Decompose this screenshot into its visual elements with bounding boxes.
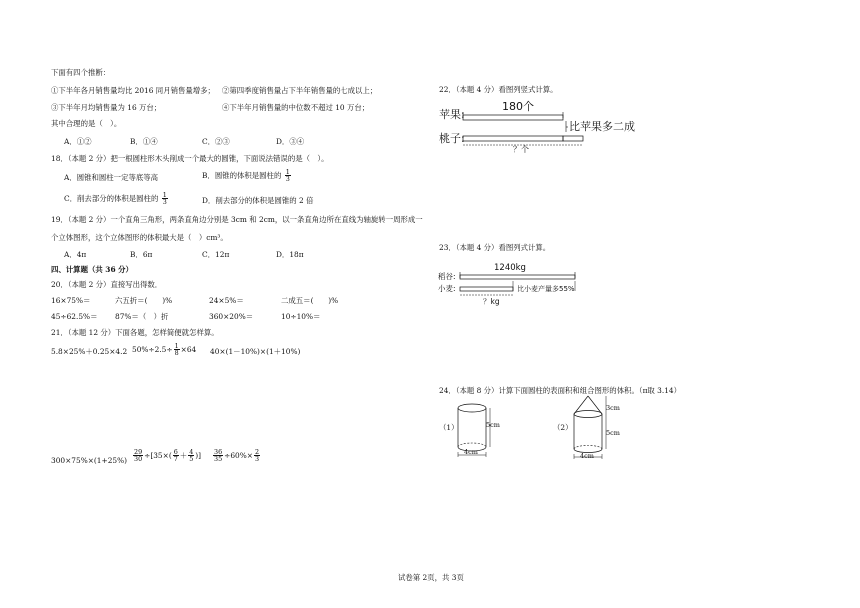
statement-2: ②第四季度销售量占下半年销售量的七成以上； [222,86,378,95]
q24-fig1-height: 5cm [486,421,500,429]
expr-part: ÷[35×( [144,450,172,460]
q21-stem: 21．（本题 12 分）下面各题，怎样简便就怎样算。 [51,328,219,337]
fraction-numerator: 1 [285,168,290,176]
q19-line-1: 19．（本题 2 分）一个直角三角形，两条直角边分别是 3cm 和 2cm，以一条直角边所在直线为轴旋转一周形成一 [51,215,423,224]
q24-cylinder-figure [452,402,522,462]
q23-wheat-label: 小麦: [438,284,456,293]
fraction-numerator: 4 [189,448,194,456]
q21-expression-4: 300×75%×(1+25%) [51,456,128,465]
q20-item: 16×75%＝ [51,296,91,305]
q19-option-b: B．6π [130,250,153,259]
expr-fraction [213,449,223,463]
expr-fraction [174,343,180,357]
fraction-denominator: 3 [254,455,260,464]
q22-apple-value: 180个 [502,100,534,113]
fraction-denominator: 3 [162,198,167,207]
statement-1: ①下半年各月销售量均比 2016 同月销售量增多； [51,86,215,95]
intro-text: 下面有四个推断： [51,68,111,77]
expr-fraction [173,449,179,463]
q17-option-a: A．①② [64,137,92,146]
fraction-denominator: 7 [173,455,178,464]
fraction-denominator: 30 [134,455,143,464]
q20-item: 24×5%＝ [209,296,244,305]
q22-apple-label: 苹果: [439,108,465,121]
section-4-heading: 四、计算题（共 36 分） [51,265,133,274]
question-reasonable: 其中合理的是（ ）。 [51,119,122,128]
q24-fig2-cyl-height: 5cm [606,429,620,437]
q24-stem: 24．（本题 8 分）计算下面圆柱的表面积和组合图形的体积。（π取 3.14） [439,386,682,395]
expr-part: 50%÷2.5÷ [132,344,173,354]
q17-option-d: D．③④ [276,137,305,146]
q19-option-d: D．18π [276,250,304,259]
q23-note: 比小麦产量多55% [517,285,575,293]
q18-option-b [202,169,292,183]
q24-figure-2-label: （2） [553,423,573,432]
q18-stem: 18．（本题 2 分）把一根圆柱形木头削成一个最大的圆锥，下面说法错误的是（ ）。 [51,154,329,163]
q20-item: 45÷62.5%＝ [51,312,98,321]
q22-unknown: ？个 [513,145,529,154]
fraction-denominator: 3 [285,175,290,184]
expr-part: ＋ [179,450,188,460]
fraction-denominator: 35 [214,455,223,464]
q20-stem: 20．（本题 2 分）直接写出得数． [51,280,163,289]
q20-item: 二成五＝( )% [281,296,339,305]
q22-peach-label: 桃子: [439,132,465,145]
q18-option-c-fraction [162,192,168,206]
fraction-denominator: 8 [174,349,179,358]
q23-unknown: ？kg [483,297,500,306]
q24-composite-figure [568,394,638,464]
fraction-denominator: 5 [189,455,194,464]
q21-expression-5 [132,449,201,463]
statement-4: ④下半年月销售量的中位数不超过 10 万台； [222,103,370,112]
q21-expression-3: 40×(1－10%)×(1＋10%) [210,347,301,356]
q18-option-c-text: C．削去部分的体积是圆柱的 [64,193,159,203]
q22-stem: 22．（本题 4 分）看图列竖式计算。 [439,85,558,94]
fraction-numerator: 36 [214,448,223,456]
q18-option-b-text: B．圆锥的体积是圆柱的 [202,170,282,180]
q24-fig1-width: 4cm [464,448,478,456]
q24-figure-1-label: （1） [439,423,459,432]
q17-option-b: B．①④ [130,137,158,146]
q20-item: 360×20%＝ [209,312,254,321]
q18-option-b-fraction [285,169,291,183]
statement-3: ③下半年月均销售量为 16 万台； [51,103,162,112]
fraction-numerator: 29 [134,448,143,456]
peach-bar-extra [563,136,583,141]
q23-rice-label: 稻谷: [438,272,456,281]
q20-item: 87%＝（ ）折 [115,312,169,321]
expr-part: )] [195,450,202,460]
q21-expression-6 [212,449,261,463]
expr-fraction [188,449,194,463]
fraction-numerator: 2 [254,448,260,456]
q19-line-2: 个立体图形，这个立体图形的体积最大是（ ）cm³。 [51,233,228,242]
q21-expression-2 [132,343,196,357]
q19-option-c: C．12π [202,250,230,259]
wheat-bar [460,287,513,291]
q23-stem: 23．（本题 4 分）看图列式计算。 [439,243,551,252]
q17-option-c: C．②③ [202,137,230,146]
q18-option-c [64,192,169,206]
q18-option-d: D．削去部分的体积是圆锥的 2 倍 [202,196,314,205]
q23-rice-value: 1240kg [494,263,526,273]
page-footer: 试卷第 2页，共 3页 [398,573,464,582]
q18-option-a: A．圆锥和圆柱一定等底等高 [64,173,159,182]
q22-note: 比苹果多二成 [569,120,635,133]
q20-item: 六五折＝( )% [115,296,173,305]
expr-part: ÷60%× [224,450,253,460]
expr-fraction [254,449,260,463]
fraction-numerator: 1 [162,191,167,199]
q24-fig2-width: 4cm [580,452,594,460]
peach-bar-base [463,136,563,141]
q19-option-a: A．4π [64,250,87,259]
expr-fraction [133,449,143,463]
expr-part: ×64 [180,344,197,354]
q24-fig2-cone-height: 3cm [606,404,620,412]
q20-item: 10÷10%＝ [281,312,321,321]
q21-expression-1: 5.8×25%＋0.25×4.2 [51,347,128,356]
apple-bar [463,115,563,120]
rice-bar [460,275,575,279]
fraction-numerator: 6 [173,448,178,456]
fraction-numerator: 1 [174,342,179,350]
